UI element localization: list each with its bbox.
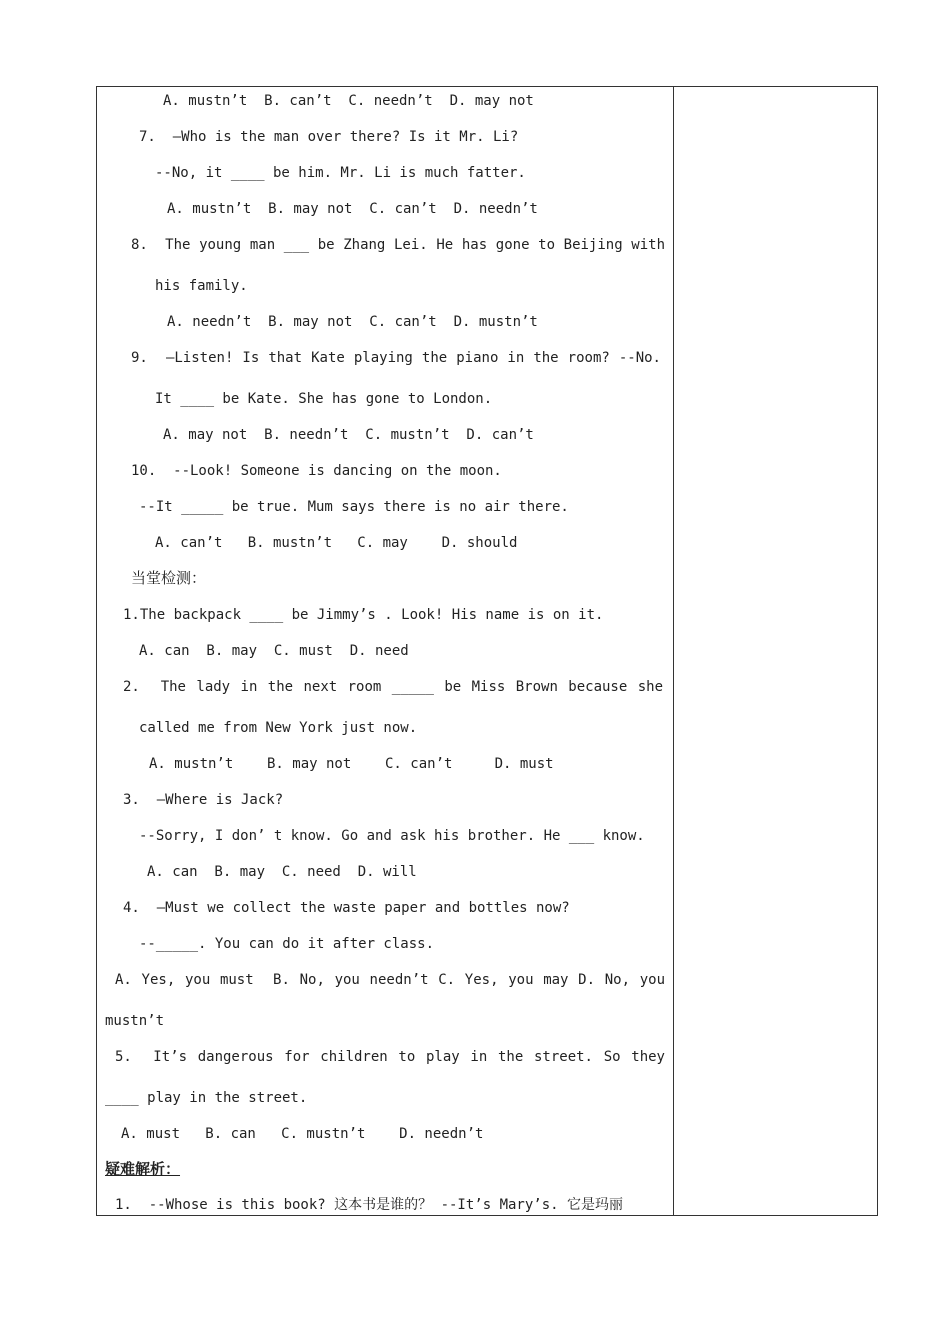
quiz-q3-question: 3. –Where is Jack? [123,792,284,808]
quiz-q1-question: 1.The backpack ____ be Jimmy’s . Look! His name is on it. [123,607,604,623]
quiz-q5-question-cont: ____ play in the street. [105,1090,308,1106]
q7-options: A. mustn’t B. may not C. can’t D. needn’t [167,201,538,217]
analysis-item-1: 1. --Whose is this book? 这本书是谁的？ --It’s Mary’s. 它是玛丽 [115,1197,624,1213]
quiz-q3-options: A. can B. may C. need D. will [147,864,417,880]
section-heading-quiz: 当堂检测： [131,569,207,587]
q8-question: 8. The young man ___ be Zhang Lei. He has gone to Beijing with [131,237,665,253]
quiz-q5-question: 5. It’s dangerous for children to play in the street. So they [115,1049,665,1065]
q6-options: A. mustn’t B. can’t C. needn’t D. may not [163,93,534,109]
q8-question-cont: his family. [155,278,248,294]
quiz-q3-response: --Sorry, I don’ t know. Go and ask his brother. He ___ know. [139,828,645,844]
q10-options: A. can’t B. mustn’t C. may D. should [155,535,518,551]
worksheet-table [96,86,878,1216]
notes-column [674,87,877,1215]
quiz-q2-options: A. mustn’t B. may not C. can’t D. must [149,756,554,772]
section-heading-analysis: 疑难解析： [105,1160,181,1178]
q7-response: --No, it ____ be him. Mr. Li is much fatter. [155,165,526,181]
q10-question: 10. --Look! Someone is dancing on the moon. [131,463,502,479]
quiz-q4-options: A. Yes, you must B. No, you needn’t C. Yes, you may D. No, you [115,972,665,988]
quiz-q4-options-cont: mustn’t [105,1013,165,1029]
quiz-q2-question-cont: called me from New York just now. [139,720,418,736]
q9-question: 9. –Listen! Is that Kate playing the piano in the room? --No. [131,350,661,366]
q8-options: A. needn’t B. may not C. can’t D. mustn’t [167,314,538,330]
quiz-q1-options: A. can B. may C. must D. need [139,643,409,659]
q7-question: 7. –Who is the man over there? Is it Mr. Li? [139,129,519,145]
q9-question-cont: It ____ be Kate. She has gone to London. [155,391,493,407]
q9-options: A. may not B. needn’t C. mustn’t D. can’t [163,427,534,443]
quiz-q4-question: 4. –Must we collect the waste paper and bottles now? [123,900,570,916]
quiz-q2-question: 2. The lady in the next room _____ be Miss Brown because she [123,679,663,695]
q10-response: --It _____ be true. Mum says there is no air there. [139,499,569,515]
quiz-q4-response: --_____. You can do it after class. [139,936,435,952]
quiz-q5-options: A. must B. can C. mustn’t D. needn’t [121,1126,484,1142]
